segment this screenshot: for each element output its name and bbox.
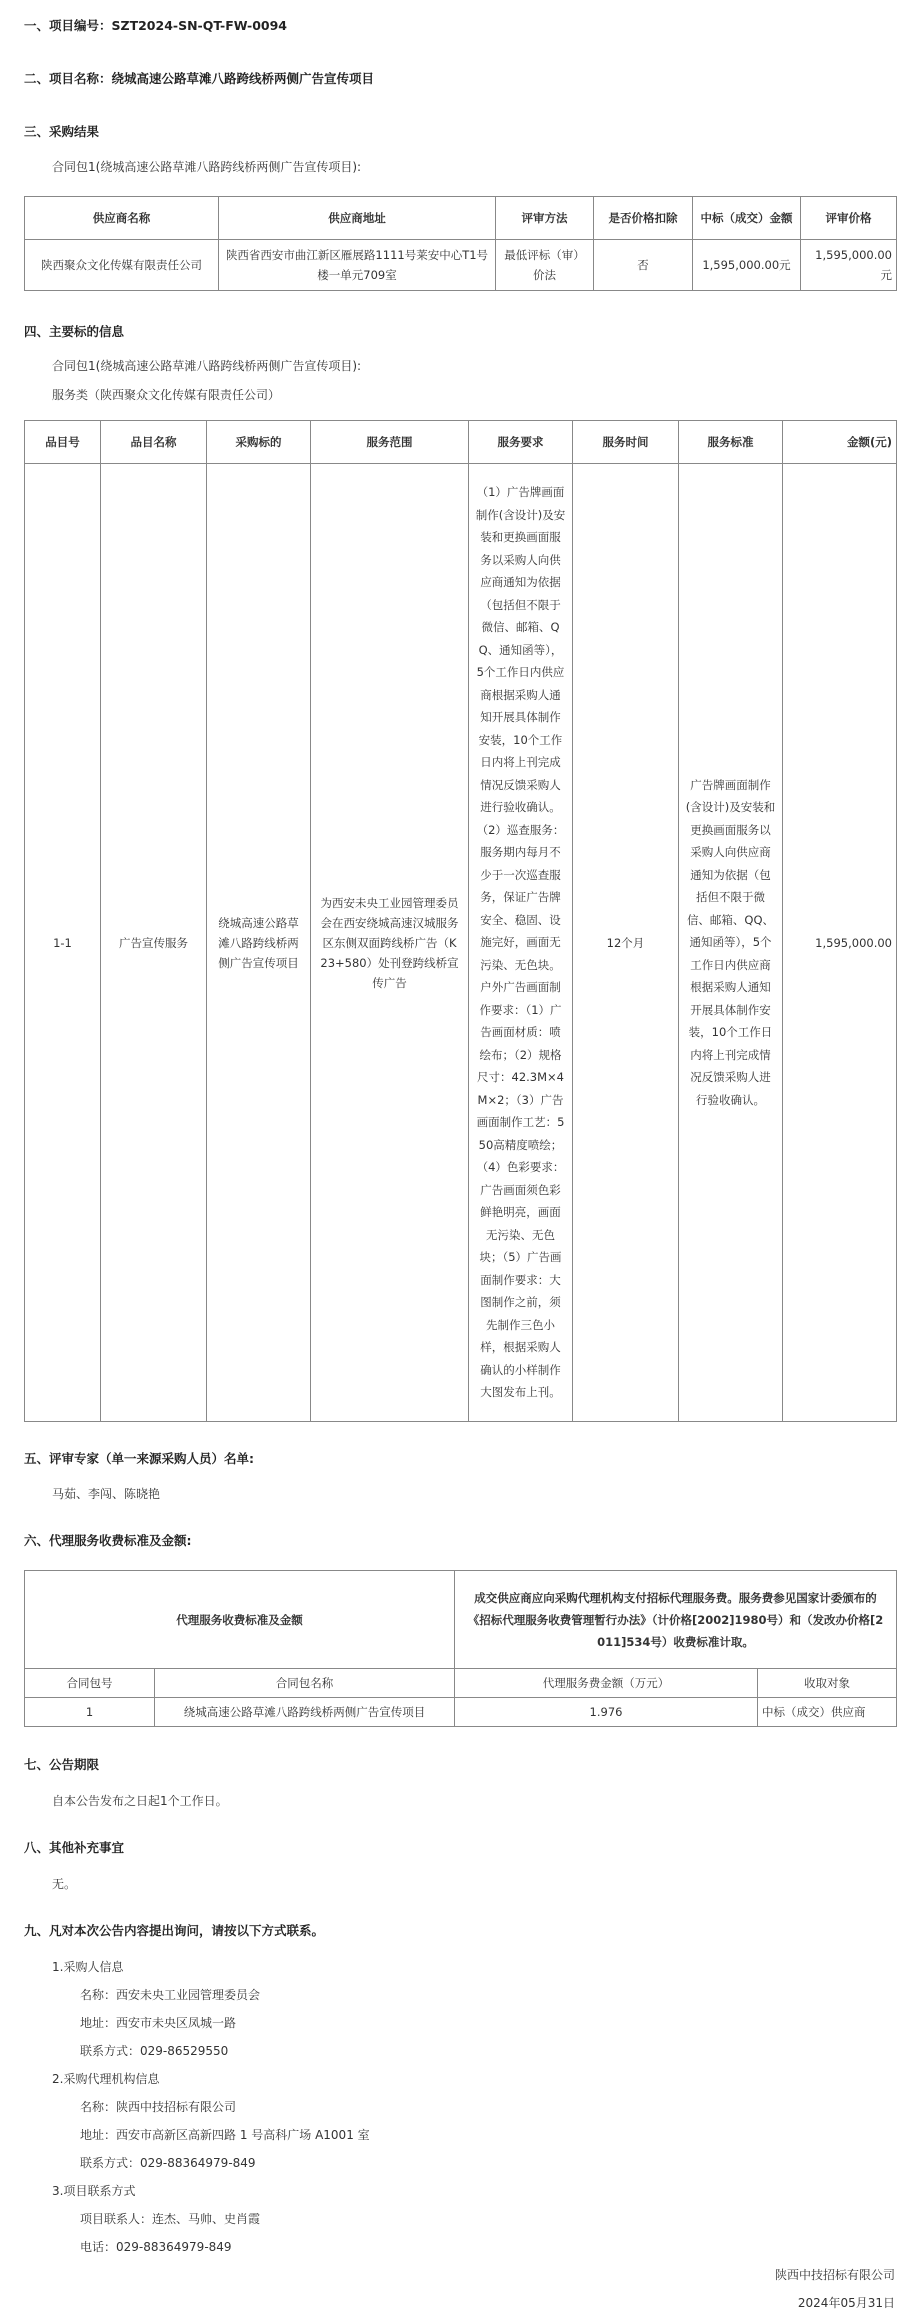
agency-fee-label: 代理服务收费标准及金额 xyxy=(25,1571,455,1669)
cell-supplier-address: 陕西省西安市曲江新区雁展路1111号莱安中心T1号楼一单元709室 xyxy=(219,240,496,291)
other-matters-text: 无。 xyxy=(52,1877,77,1891)
cell-contract-name: 绕城高速公路草滩八路跨线桥两侧广告宣传项目 xyxy=(155,1698,455,1727)
cell-award-amount: 1,595,000.00元 xyxy=(693,240,801,291)
subject-table-header xyxy=(25,421,897,464)
agency-fee-table xyxy=(24,1570,897,1727)
header-fee-payer: 收取对象 xyxy=(758,1669,897,1698)
header-supplier-address: 供应商地址 xyxy=(219,197,496,240)
cell-service-standard: 广告牌画面制作(含设计)及安装和更换画面服务以采购人向供应商通知为依据（包括但不限于微信、邮箱、QQ、通知函等），5个工作日内供应商根据采购人通知开展具体制作安装，10个工作日内将上刊完成情况反馈采购人进行验收确认。 xyxy=(679,464,783,1422)
header-contract-no: 合同包号 xyxy=(25,1669,155,1698)
project-contact-phone: 电话：029-88364979-849 xyxy=(80,2240,232,2254)
cell-evaluation-method: 最低评标（审）价法 xyxy=(496,240,594,291)
cell-fee-amount: 1.976 xyxy=(455,1698,758,1727)
header-service-time: 服务时间 xyxy=(573,421,679,464)
cell-procurement-target: 绕城高速公路草滩八路跨线桥两侧广告宣传项目 xyxy=(207,464,311,1422)
footer-organization: 陕西中技招标有限公司 xyxy=(774,2268,895,2282)
project-name-value: 绕城高速公路草滩八路跨线桥两侧广告宣传项目 xyxy=(111,71,375,86)
header-service-requirements: 服务要求 xyxy=(469,421,573,464)
cell-price-deduction: 否 xyxy=(594,240,693,291)
project-number-label: 一、项目编号： xyxy=(24,18,112,33)
cell-contract-no: 1 xyxy=(25,1698,155,1727)
header-item-name: 品目名称 xyxy=(101,421,207,464)
table-row xyxy=(25,240,897,291)
header-evaluation-price: 评审价格 xyxy=(801,197,897,240)
expert-names: 马茹、李闯、陈晓艳 xyxy=(52,1487,161,1501)
cell-service-requirements: （1）广告牌画面制作(含设计)及安装和更换画面服务以采购人向供应商通知为依据（包括但不限于微信、邮箱、QQ、通知函等），5个工作日内供应商根据采购人通知开展具体制作安装，10个工作日内将上刊完成情况反馈采购人进行验收确认。（2）巡查服务：服务期内每月不少于一次巡查服务，保证广告牌安全、稳固、设施完好，画面无污染、无色块。户外广告画面制作要求：（1）广告画面材质：喷绘布；（2）规格尺寸：42.3M×4M×2；（3）广告画面制作工艺：550高精度喷绘；（4）色彩要求：广告画面须色彩鲜艳明亮，画面无污染、无色块；（5）广告画面制作要求：大图制作之前，须先制作三色小样，根据采购人确认的小样制作大图发布上刊。 xyxy=(469,464,573,1422)
section-main-subject: 四、主要标的信息 xyxy=(24,324,125,339)
agency-info-heading: 2.采购代理机构信息 xyxy=(52,2072,160,2086)
header-price-deduction: 是否价格扣除 xyxy=(594,197,693,240)
section-notice-period: 七、公告期限 xyxy=(24,1757,100,1772)
result-contract-label: 合同包1(绕城高速公路草滩八路跨线桥两侧广告宣传项目): xyxy=(52,160,362,174)
cell-item-name: 广告宣传服务 xyxy=(101,464,207,1422)
project-contact-heading: 3.项目联系方式 xyxy=(52,2184,136,2198)
header-evaluation-method: 评审方法 xyxy=(496,197,594,240)
result-table-header xyxy=(25,197,897,240)
cell-evaluation-price: 1,595,000.00元 xyxy=(801,240,897,291)
purchaser-info-heading: 1.采购人信息 xyxy=(52,1960,124,1974)
project-name xyxy=(24,69,374,87)
agency-fee-description: 成交供应商应向采购代理机构支付招标代理服务费。服务费参见国家计委颁布的《招标代理服务收费管理暂行办法》（计价格[2002]1980号）和（发改办价格[2011]534号）收费标准计取。 xyxy=(455,1571,897,1669)
project-name-label: 二、项目名称： xyxy=(24,71,112,86)
result-table xyxy=(24,196,897,291)
header-award-amount: 中标（成交）金额 xyxy=(693,197,801,240)
subject-category: 服务类（陕西聚众文化传媒有限责任公司） xyxy=(52,388,281,402)
subject-contract-label: 合同包1(绕城高速公路草滩八路跨线桥两侧广告宣传项目): xyxy=(52,359,362,373)
section-agency-fee: 六、代理服务收费标准及金额: xyxy=(24,1533,192,1548)
cell-service-time: 12个月 xyxy=(573,464,679,1422)
header-amount: 金额(元) xyxy=(783,421,897,464)
section-other-matters: 八、其他补充事宜 xyxy=(24,1840,125,1855)
subject-table xyxy=(24,420,897,1422)
table-row xyxy=(25,1698,897,1727)
notice-period-text: 自本公告发布之日起1个工作日。 xyxy=(52,1794,228,1808)
agency-phone: 联系方式：029-88364979-849 xyxy=(80,2156,256,2170)
cell-fee-payer: 中标（成交）供应商 xyxy=(758,1698,897,1727)
purchaser-address: 地址：西安市未央区凤城一路 xyxy=(80,2016,237,2030)
header-supplier-name: 供应商名称 xyxy=(25,197,219,240)
header-item-no: 品目号 xyxy=(25,421,101,464)
header-procurement-target: 采购标的 xyxy=(207,421,311,464)
header-contract-name: 合同包名称 xyxy=(155,1669,455,1698)
agency-fee-summary-row xyxy=(25,1571,897,1669)
project-contact-people: 项目联系人：连杰、马帅、史肖霞 xyxy=(80,2212,261,2226)
cell-item-no: 1-1 xyxy=(25,464,101,1422)
purchaser-phone: 联系方式：029-86529550 xyxy=(80,2044,229,2058)
section-experts: 五、评审专家（单一来源采购人员）名单: xyxy=(24,1451,254,1466)
footer-date: 2024年05月31日 xyxy=(797,2296,895,2310)
purchaser-name: 名称：西安未央工业园管理委员会 xyxy=(80,1988,261,2002)
section-contact: 九、凡对本次公告内容提出询问，请按以下方式联系。 xyxy=(24,1923,325,1938)
project-number xyxy=(24,16,287,34)
agency-name: 名称：陕西中技招标有限公司 xyxy=(80,2100,237,2114)
agency-address: 地址：西安市高新区高新四路 1 号高科广场 A1001 室 xyxy=(80,2128,370,2142)
header-service-scope: 服务范围 xyxy=(311,421,469,464)
header-fee-amount: 代理服务费金额（万元） xyxy=(455,1669,758,1698)
header-service-standard: 服务标准 xyxy=(679,421,783,464)
section-procurement-result: 三、采购结果 xyxy=(24,124,100,139)
cell-amount: 1,595,000.00 xyxy=(783,464,897,1422)
table-row xyxy=(25,464,897,1422)
cell-supplier-name: 陕西聚众文化传媒有限责任公司 xyxy=(25,240,219,291)
agency-fee-header xyxy=(25,1669,897,1698)
cell-service-scope: 为西安未央工业园管理委员会在西安绕城高速汉城服务区东侧双面跨线桥广告（K23+580）处刊登跨线桥宣传广告 xyxy=(311,464,469,1422)
project-number-value: SZT2024-SN-QT-FW-0094 xyxy=(111,18,287,33)
